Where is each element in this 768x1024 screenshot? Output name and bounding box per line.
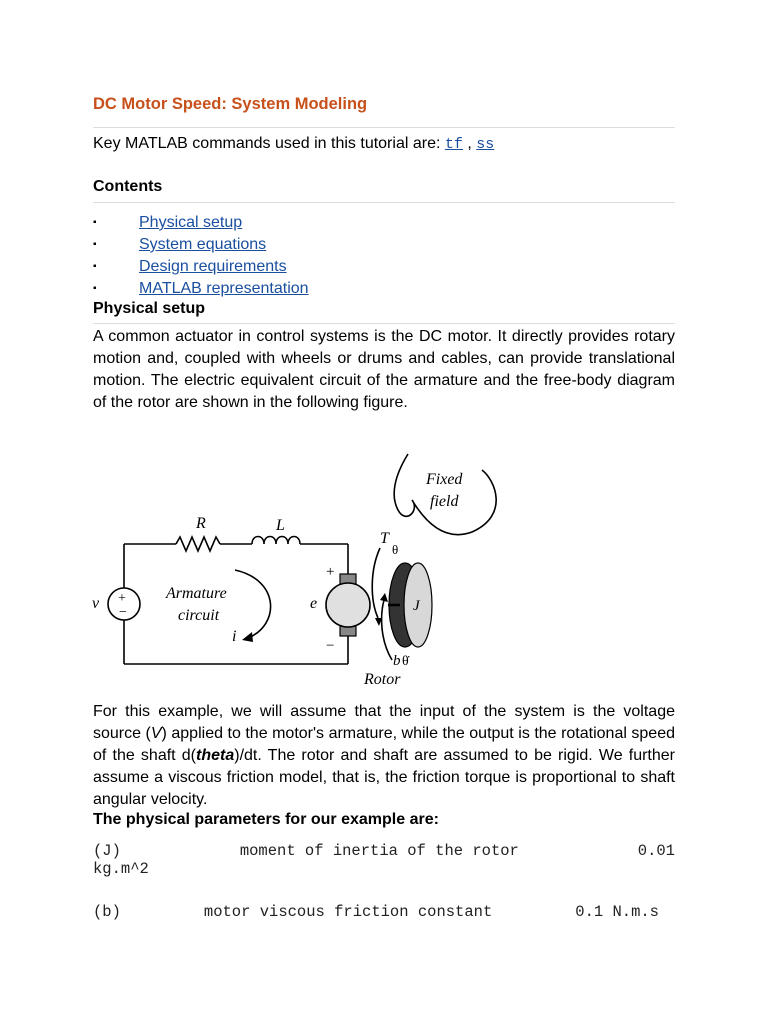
example-text-2: ) applied to the motor's armature, while the output is the rotational speed of the shaft d( <box>93 725 676 764</box>
param-symbol: (b) <box>93 903 121 921</box>
param-row-b <box>93 903 659 921</box>
param-desc: motor viscous friction constant <box>203 903 493 921</box>
example-theta: theta <box>196 747 235 764</box>
param-symbol: (J) <box>93 842 121 860</box>
param-value: 0.01 <box>637 842 675 860</box>
inductor-symbol <box>252 537 300 545</box>
resistor-symbol <box>176 537 220 551</box>
toc-link-physical-setup[interactable]: Physical setup <box>139 214 243 231</box>
label-theta-sub: θ <box>392 542 399 557</box>
label-b: b <box>393 653 401 669</box>
key-commands-separator: , <box>467 135 472 152</box>
page-title: DC Motor Speed: System Modeling <box>93 95 368 113</box>
example-v: V <box>150 725 162 742</box>
bullet-icon: ▪ <box>93 261 97 272</box>
label-L: L <box>276 517 285 534</box>
toc-link-system-equations[interactable]: System equations <box>139 236 267 253</box>
label-plus-source: + <box>118 591 126 606</box>
toc-link-design-requirements[interactable]: Design requirements <box>139 258 287 275</box>
label-circuit: circuit <box>178 607 220 624</box>
bullet-icon: ▪ <box>93 239 97 250</box>
label-minus-motor: − <box>326 638 335 654</box>
label-J: J <box>413 598 420 614</box>
example-text-3: )/dt. The rotor and shaft are assumed to be rigid. We further assume a viscous friction model, that is, the friction torque is proportional to shaft angular velocity. <box>93 747 675 808</box>
param-desc: moment of inertia of the rotor <box>239 842 519 860</box>
label-plus-motor: + <box>326 564 335 580</box>
contents-divider <box>93 202 675 203</box>
intro-paragraph: A common actuator in control systems is the DC motor. It directly provides rotary motion and, coupled with wheels or drums and cables, can provide translational motion. The electric equivalent circuit of the armature and the free-body diagram of the rotor are shown in the following figure. <box>93 328 675 411</box>
label-i: i <box>232 628 237 645</box>
param-row-J <box>93 842 675 878</box>
bullet-icon: ▪ <box>93 283 97 294</box>
example-text-1: For this example, we will assume that the input of the system is the voltage source ( <box>93 703 675 742</box>
section-divider <box>93 323 675 324</box>
link-tf[interactable]: tf <box>444 136 463 153</box>
label-minus-source: − <box>119 605 127 620</box>
bullet-icon: ▪ <box>93 217 97 228</box>
label-theta-dot: θ̇ <box>402 654 409 669</box>
label-rotor: Rotor <box>364 671 401 688</box>
link-ss[interactable]: ss <box>476 136 495 153</box>
param-value: 0.1 N.m.s <box>575 903 659 921</box>
label-e: e <box>310 595 318 612</box>
current-arrow <box>235 570 271 638</box>
key-commands-prefix: Key MATLAB commands used in this tutorial are: <box>93 135 441 152</box>
toc-link-matlab-representation[interactable]: MATLAB representation <box>139 280 309 297</box>
label-fixed: Fixed <box>426 471 463 488</box>
label-field: field <box>430 493 459 510</box>
title-divider <box>93 127 675 128</box>
label-armature: Armature <box>166 585 227 602</box>
contents-heading: Contents <box>93 178 163 195</box>
example-paragraph <box>93 701 675 811</box>
label-v: v <box>92 595 100 612</box>
section-heading-physical-setup: Physical setup <box>93 300 206 317</box>
params-intro: The physical parameters for our example are: <box>93 811 439 828</box>
param-unit: kg.m^2 <box>93 860 149 878</box>
label-T: T <box>380 530 389 547</box>
key-commands-line <box>93 135 494 153</box>
dc-motor-figure <box>90 440 510 690</box>
motor-symbol <box>326 583 370 627</box>
label-R: R <box>196 515 206 532</box>
